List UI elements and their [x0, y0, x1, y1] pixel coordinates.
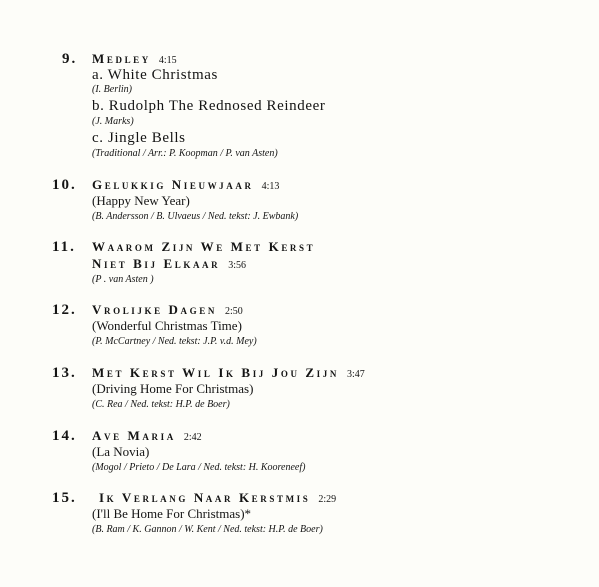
track-title-line-2	[92, 255, 246, 275]
track-number: 12.	[52, 302, 77, 318]
track-duration: 4:13	[261, 181, 280, 192]
medley-part-b: b. Rudolph The Rednosed Reindeer	[92, 98, 326, 114]
track-title: Met Kerst Wil Ik Bij Jou Zijn	[92, 365, 339, 380]
track-subtitle: (La Novia)	[92, 444, 150, 459]
track-number: 15.	[52, 490, 77, 506]
medley-part-c-credit: (Traditional / Arr.: P. Koopman / P. van Asten)	[92, 148, 278, 159]
track-subtitle: (Happy New Year)	[92, 193, 190, 208]
track-number: 11.	[52, 239, 76, 255]
medley-part-b-credit: (J. Marks)	[92, 116, 134, 127]
track-title: Vrolijke Dagen	[92, 302, 217, 317]
track-credit: (P. McCartney / Ned. tekst: J.P. v.d. Mey)	[92, 336, 257, 347]
track-credit: (Mogol / Prieto / De Lara / Ned. tekst: H. Kooreneef)	[92, 462, 306, 473]
track-subtitle: (I'll Be Home For Christmas)*	[92, 506, 252, 521]
medley-part-c: c. Jingle Bells	[92, 130, 186, 146]
track-title: Medley	[92, 51, 151, 66]
track-duration: 2:29	[318, 494, 337, 505]
track-duration: 4:15	[158, 55, 177, 66]
track-credit: (C. Rea / Ned. tekst: H.P. de Boer)	[92, 399, 230, 410]
track-subtitle: (Driving Home For Christmas)	[92, 381, 254, 396]
track-number: 9.	[62, 51, 78, 67]
track-title: Gelukkig Nieuwjaar	[92, 177, 254, 192]
track-credit: (B. Ram / K. Gannon / W. Kent / Ned. tekst: H.P. de Boer)	[92, 524, 323, 535]
track-number: 14.	[52, 428, 77, 444]
medley-part-a: a. White Christmas	[92, 67, 218, 83]
track-duration: 3:47	[346, 369, 365, 380]
track-number: 13.	[52, 365, 77, 381]
track-duration: 3:56	[228, 260, 247, 271]
medley-part-a-credit: (I. Berlin)	[92, 84, 132, 95]
track-title: Ave Maria	[92, 428, 176, 443]
track-title-line-1: Waarom Zijn We Met Kerst	[92, 239, 316, 254]
track-duration: 2:42	[183, 432, 202, 443]
track-number: 10.	[52, 177, 77, 193]
track-title: Niet Bij Elkaar	[92, 256, 221, 271]
track-credit: (B. Andersson / B. Ulvaeus / Ned. tekst: J. Ewbank)	[92, 211, 299, 222]
track-duration: 2:50	[224, 306, 243, 317]
track-subtitle: (Wonderful Christmas Time)	[92, 318, 242, 333]
track-credit: (P . van Asten )	[92, 274, 154, 285]
track-title: Ik Verlang Naar Kerstmis	[99, 490, 311, 505]
